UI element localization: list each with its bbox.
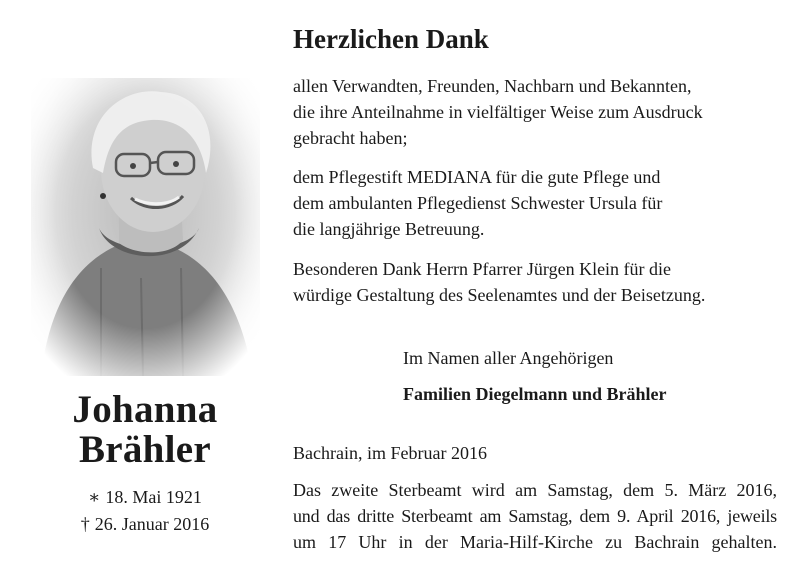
text-line: dem Pflegestift MEDIANA für die gute Pflege und (293, 167, 661, 187)
elderly-woman-portrait-icon (31, 78, 260, 376)
text-line: dem ambulanten Pflegedienst Schwester Ursula für (293, 193, 663, 213)
left-column (0, 0, 290, 575)
text-line: würdige Gestaltung des Seelenamtes und der Beisetzung. (293, 285, 706, 305)
text-line: gebracht haben; (293, 128, 408, 148)
signature-intro: Im Namen aller Angehörigen (403, 348, 614, 368)
death-cross-icon: † (80, 514, 90, 534)
text-line: und das dritte Sterbeamt am Samstag, dem 9. April 2016, jeweils (293, 506, 777, 526)
text-line: die ihre Anteilnahme in vielfältiger Weise zum Ausdruck (293, 102, 703, 122)
deceased-last-name: Brähler (78, 428, 212, 471)
death-date: 26. Januar 2016 (94, 514, 210, 534)
birth-line (0, 486, 290, 508)
service-info (293, 477, 777, 555)
birth-date: 18. Mai 1921 (105, 487, 202, 507)
text-line: Besonderen Dank Herrn Pfarrer Jürgen Klein für die (293, 259, 672, 279)
thanks-paragraph-pastor (293, 256, 705, 308)
place-date: Bachrain, im Februar 2016 (293, 443, 487, 463)
text-line: die langjährige Betreuung. (293, 219, 485, 239)
thanks-paragraph-relatives (293, 73, 703, 151)
page-title: Herzlichen Dank (293, 24, 489, 54)
text-line: allen Verwandten, Freunden, Nachbarn und Bekannten, (293, 76, 692, 96)
thanks-paragraph-care (293, 164, 662, 242)
signature-families: Familien Diegelmann und Brähler (403, 384, 667, 404)
death-line (0, 513, 290, 535)
birth-star-icon: ∗ (88, 487, 101, 507)
text-line: um 17 Uhr in der Maria-Hilf-Kirche zu Bachrain gehalten. (293, 532, 777, 552)
portrait-photo (31, 78, 260, 376)
text-line: Das zweite Sterbeamt wird am Samstag, dem 5. März 2016, (293, 480, 777, 500)
deceased-first-name: Johanna (72, 388, 218, 431)
